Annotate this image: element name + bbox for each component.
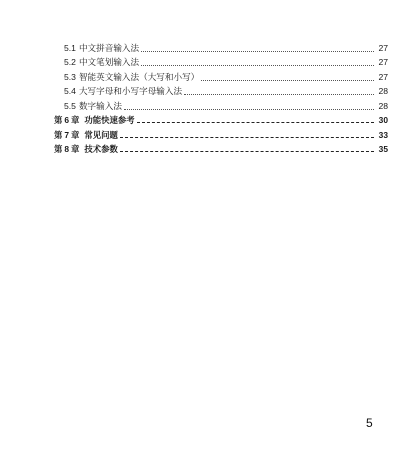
dash-leader — [120, 131, 374, 138]
toc-entry-5-2[interactable] — [54, 55, 388, 70]
toc-section-number: 5.4 — [64, 86, 76, 96]
page-number: 5 — [366, 416, 373, 430]
chapter-number: 6 — [64, 115, 70, 125]
toc-section-title: 大写字母和小写字母输入法 — [78, 86, 183, 96]
dot-leader — [141, 45, 374, 52]
toc-page-number: 27 — [378, 71, 388, 82]
toc-section-title: 智能英文输入法（大写和小写） — [78, 71, 200, 82]
toc-section-number: 5.2 — [64, 57, 76, 67]
toc-page-number: 35 — [378, 144, 388, 154]
toc-chapter-6[interactable] — [54, 113, 388, 128]
toc-section-title: 中文笔划输入法 — [78, 57, 140, 67]
chapter-suffix: 章 — [71, 115, 80, 125]
toc-chapter-7[interactable] — [54, 127, 388, 142]
chapter-title: 技术参数 — [84, 144, 118, 154]
chapter-prefix: 第 — [54, 129, 63, 140]
toc-page-number: 27 — [378, 57, 388, 67]
dot-leader — [141, 59, 374, 66]
toc-section-number: 5.3 — [64, 71, 76, 82]
chapter-suffix: 章 — [71, 129, 80, 140]
toc-section-title: 数字输入法 — [78, 100, 122, 111]
toc-chapter-8[interactable] — [54, 142, 388, 157]
toc-page-number: 28 — [378, 86, 388, 96]
toc-entry-5-5[interactable] — [54, 98, 388, 113]
chapter-suffix: 章 — [71, 144, 80, 154]
chapter-prefix: 第 — [54, 144, 63, 154]
dot-leader — [201, 74, 374, 81]
toc-entry-5-4[interactable] — [54, 84, 388, 99]
dot-leader — [184, 88, 374, 95]
chapter-number: 7 — [64, 129, 70, 140]
toc-page-number: 33 — [378, 129, 388, 140]
dash-leader — [120, 145, 374, 152]
toc-section-number: 5.5 — [64, 100, 76, 111]
chapter-title: 功能快速参考 — [84, 115, 135, 125]
dot-leader — [124, 103, 374, 110]
chapter-number: 8 — [64, 144, 70, 154]
toc-page-number: 28 — [378, 100, 388, 111]
toc-entry-5-1[interactable] — [54, 40, 388, 55]
toc-page-number: 30 — [378, 115, 388, 125]
table-of-contents — [54, 40, 388, 156]
toc-section-title: 中文拼音输入法 — [78, 42, 140, 53]
chapter-title: 常见问题 — [84, 129, 118, 140]
toc-page-number: 27 — [378, 42, 388, 53]
toc-entry-5-3[interactable] — [54, 69, 388, 84]
chapter-prefix: 第 — [54, 115, 63, 125]
dash-leader — [137, 116, 374, 123]
toc-section-number: 5.1 — [64, 42, 76, 53]
